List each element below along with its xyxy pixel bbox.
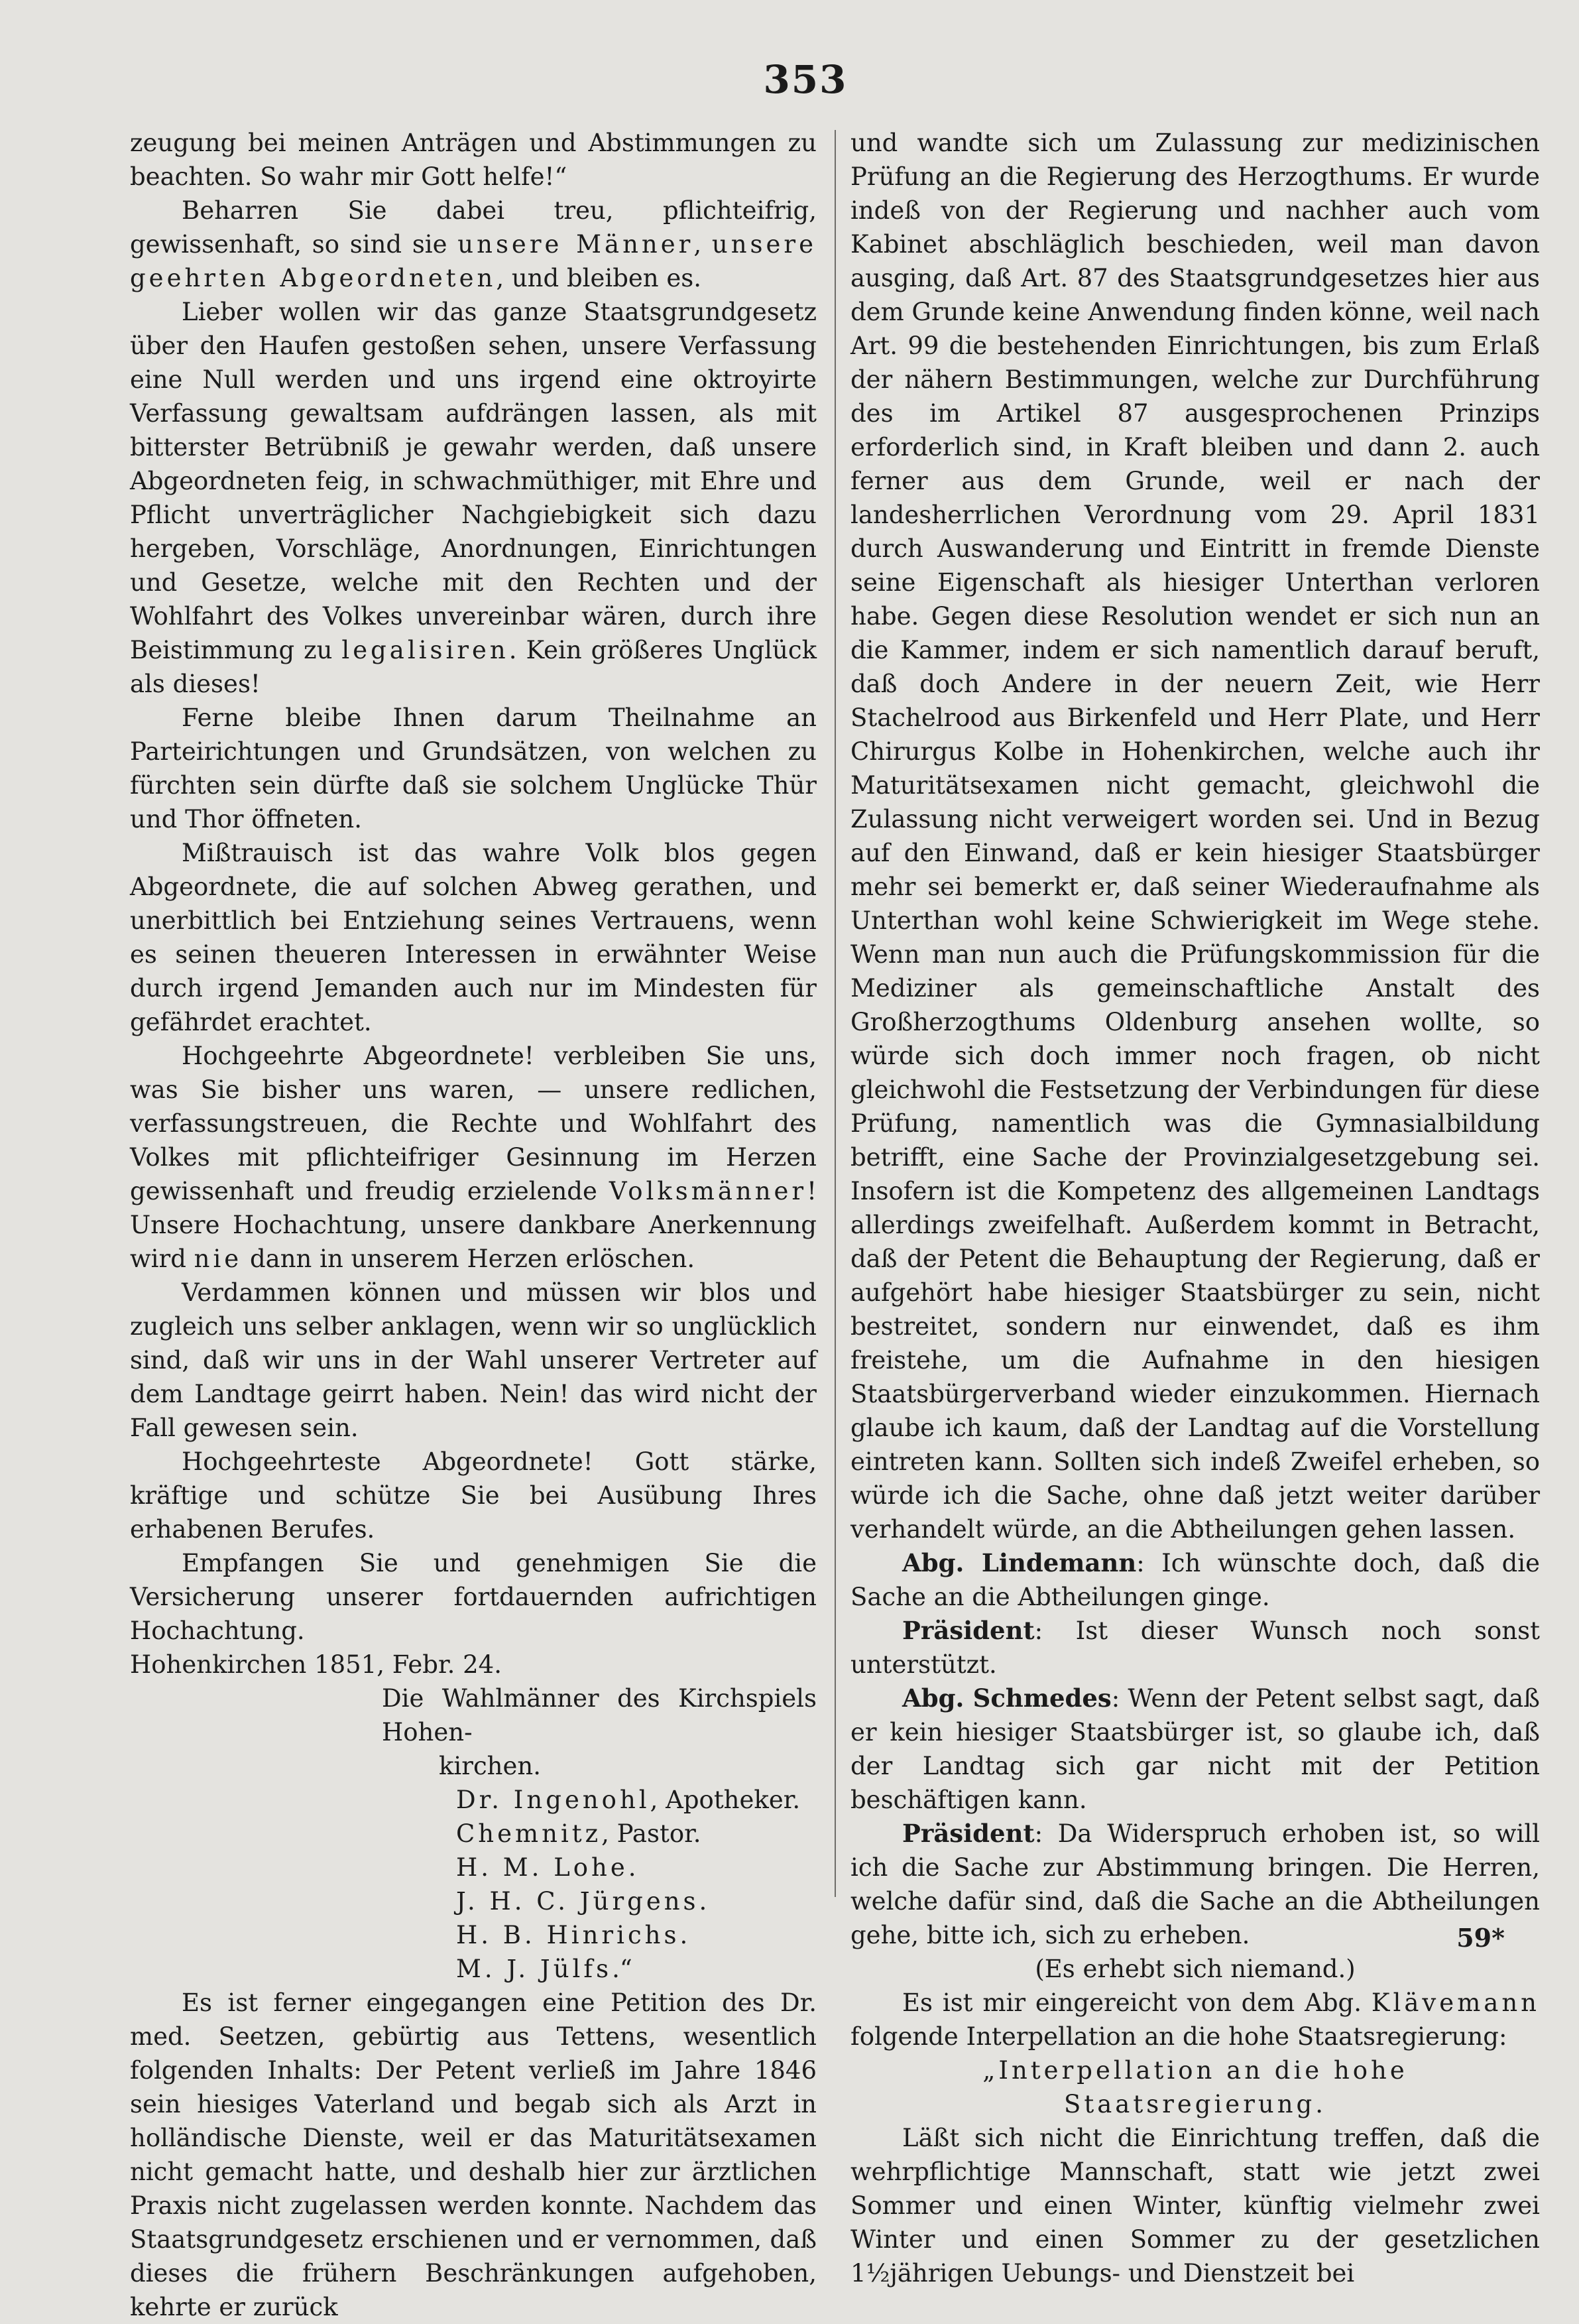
speech-text: : Wenn der Petent selbst sagt, daß er kein hiesiger Staatsbürger ist, so glaube ich, daß der Landtag sich gar nicht mit der Petition beschäftigen kann. [850,1684,1540,1814]
right-column [850,126,1540,2290]
page-number: 353 [763,57,848,102]
left-paragraph-3 [130,295,817,701]
text-run: . Kein größeres Unglück als dieses! [130,636,817,698]
interpellation-heading: „Interpellation an die hohe Staatsregierung. [982,2056,1408,2118]
spaced-text: unsere Männer [457,230,694,259]
signature-intro: Die Wahlmänner des Kirchspiels Hohen- [382,1684,817,1746]
speech-schmedes [850,1682,1540,1817]
right-paragraph-1: und wandte sich um Zulassung zur medizinischen Prüfung an die Regierung des Herzogthums. Er wurde indeß von der Regierung und nachher auch vom Kabinet abschläglich beschieden, weil man davon ausging, daß Art. 87 des Staatsgrundgesetzes hier aus dem Grunde keine Anwendung finden könne, weil nach Art. 99 die bestehenden Einrichtungen, bis zum Erlaß der nähern Bestimmungen, welche zur Durchführung des im Artikel 87 ausgesprochenen Prinzips erforderlich sind, in Kraft bleiben und dann 2. auch ferner aus dem Grunde, weil er nach der landesherrlichen Verordnung vom 29. April 1831 durch Auswanderung und Eintritt in fremde Dienste seine Eigenschaft als hiesiger Unterthan verloren habe. Gegen diese Resolution wendet er sich nun an die Kammer, indem er sich namentlich darauf beruft, daß doch Andere in der neuern Zeit, wie Herr Stachelrood aus Birkenfeld und Herr Plate, und Herr Chirurgus Kolbe in Hohenkirchen, welche auch ihr Maturitätsexamen nicht gemacht, gleichwohl die Zulassung nicht verweigert worden sei. Und in Bezug auf den Einwand, daß er kein hiesiger Staatsbürger mehr sei bemerkt er, daß seiner Wiederaufnahme als Unterthan wohl keine Schwierigkeit im Wege stehe. Wenn man nun auch die Prüfungskommission für die Mediziner als gemeinschaftliche Anstalt des Großherzogthums Oldenburg ansehen wollte, so würde sich doch immer noch fragen, ob nicht gleichwohl die Festsetzung der Verbindungen für diese Prüfung, namentlich was die Gymnasialbildung betrifft, eine Sache der Provinzialgesetzgebung sei. Insofern ist die Kompetenz des allgemeinen Landtags allerdings zweifelhaft. Außerdem kommt in Betracht, daß der Petent die Behauptung der Regierung, daß er aufgehört habe hiesiger Staatsbürger zu sein, nicht bestreitet, sondern nur einwendet, daß es ihm freistehe, um die Aufnahme in den hiesigen Staatsbürgerverband wieder einzukommen. Hiernach glaube ich kaum, daß der Landtag auf die Vorstellung eintreten kann. Sollten sich indeß Zweifel erheben, so würde ich die Sache, ohne daß jetzt weiter darüber verhandelt würde, an die Abtheilungen gehen lassen. [850,129,1540,1544]
left-paragraph-8: Hochgeehrteste Abgeordnete! Gott stärke, kräftige und schütze Sie bei Ausübung Ihres erhabenen Berufes. [130,1447,817,1544]
signer-role: . [628,1853,636,1882]
speech-text: : Ist dieser Wunsch noch sonst unterstützt. [850,1617,1540,1679]
signer-role: , Apotheker. [650,1786,801,1814]
speaker-name: Präsident [902,1819,1035,1848]
signer-name: M. J. Jülfs [456,1955,613,1983]
signer-name: H. B. Hinrichs [456,1921,680,1949]
speaker-name: Abg. Lindemann [902,1548,1137,1577]
text-run: Lieber wollen wir das ganze Staatsgrundgesetz über den Haufen gestoßen sehen, unsere Verfassung eine Null werden und uns irgend eine oktroyirte Verfassung gewaltsam aufdrängen lassen, als mit bitterster Betrübniß je gewahr werden, daß unsere Abgeordneten feig, in schwachmüthiger, mit Ehre und Pflicht unverträglicher Nachgiebigkeit sich dazu hergeben, Vorschläge, Anordnungen, Einrichtungen und Gesetze, welche mit den Rechten und der Wohlfahrt des Volkes unvereinbar wären, durch ihre Beistimmung zu [130,298,817,664]
signer-line [130,1817,817,1851]
signer-role: . [699,1887,707,1916]
spaced-text: Klävemann [1371,1988,1540,2017]
left-paragraph-1: zeugung bei meinen Anträgen und Abstimmungen zu beachten. So wahr mir Gott helfe!“ [130,129,817,191]
signer-name: H. M. Lohe [456,1853,628,1882]
signer-line [130,1952,817,1986]
spaced-text: legalisiren [341,636,509,664]
right-paragraph-interpellation-intro [850,1986,1540,2053]
left-paragraph-7: Verdammen können und müssen wir blos und zugleich uns selber anklagen, wenn wir so unglücklich sind, daß wir uns in der Wahl unserer Vertreter auf dem Landtage geirrt haben. Nein! das wird nicht der Fall gewesen sein. [130,1278,817,1442]
text-run: Hochgeehrte Abgeordnete! verbleiben Sie uns, was Sie bisher uns waren, — unsere redlichen, verfassungstreuen, die Rechte und Wohlfahrt des Volkes mit pflichteifriger Gesinnung im Herzen gewissenhaft und freudig erzielende [130,1042,817,1205]
spaced-text: unsere geehrten Abgeordneten [130,230,817,292]
signer-line [130,1851,817,1884]
left-paragraph-6 [130,1039,817,1276]
speech-text: : Da Widerspruch erhoben ist, so will ich die Sache zur Abstimmung bringen. Die Herren, welche dafür sind, daß die Sache an die Abtheilungen gehe, bitte ich, sich zu erheben. [850,1819,1540,1949]
right-paragraph-interpellation-body: Läßt sich nicht die Einrichtung treffen, daß die wehrpflichtige Mannschaft, statt wie jetzt zwei Sommer und einen Winter, künftig vielmehr zwei Winter und einen Sommer zu der gesetzlichen 1½jährigen Uebungs- und Dienstzeit bei [850,2124,1540,2288]
signer-role: , Pastor. [601,1819,701,1848]
left-column [130,126,817,2324]
speech-text: : Ich wünschte doch, daß die Sache an die Abtheilungen ginge. [850,1549,1540,1611]
text-run: folgende Interpellation an die hohe Staatsregierung: [850,2022,1507,2051]
signer-line [130,1918,817,1952]
text-run: , und bleiben es. [496,264,702,292]
signer-role: . [679,1921,688,1949]
left-paragraph-4: Ferne bleibe Ihnen darum Theilnahme an Parteirichtungen und Grundsätzen, von welchen zu fürchten sein dürfte daß sie solchem Unglücke Thür und Thor öffneten. [130,703,817,833]
speech-lindemann [850,1546,1540,1614]
text-run: , [693,230,712,259]
spaced-text: nie [194,1245,243,1273]
left-paragraph-2 [130,194,817,295]
spaced-text: Volksmänner [609,1177,807,1205]
left-paragraph-10: Es ist ferner eingegangen eine Petition des Dr. med. Seetzen, gebürtig aus Tettens, wesentlich folgenden Inhalts: Der Petent verließ im Jahre 1846 sein hiesiges Vaterland und begab sich als Arzt in holländische Dienste, weil er das Maturitätsexamen nicht gemacht hatte, und deshalb hier zur ärztlichen Praxis nicht zugelassen werden konnte. Nachdem das Staatsgrundgesetz erschienen und er vernommen, daß dieses die frühern Beschränkungen aufgehoben, kehrte er zurück [130,1988,817,2321]
left-paragraph-9: Empfangen Sie und genehmigen Sie die Versicherung unserer fortdauernden aufrichtigen Hochachtung. [130,1549,817,1645]
signer-line [130,1884,817,1918]
signature-intro-cont: kirchen. [439,1752,541,1780]
text-run: dann in unserem Herzen erlöschen. [242,1245,695,1273]
speech-president-1 [850,1614,1540,1682]
signer-line [130,1783,817,1817]
signer-name: J. H. C. Jürgens [456,1887,699,1916]
speaker-name: Präsident [902,1616,1035,1645]
signer-name: Dr. Ingenohl [456,1786,650,1814]
signer-role: .“ [612,1955,632,1983]
signature-mark: 59* [1456,1923,1505,1953]
speaker-name: Abg. Schmedes [902,1683,1112,1713]
text-run: Beharren Sie dabei treu, pflichteifrig, gewissenhaft, so sind sie [130,196,817,259]
date-line: Hohenkirchen 1851, Febr. 24. [130,1650,502,1679]
signer-name: Chemnitz [456,1819,602,1848]
text-run: ! Unsere Hochachtung, unsere dankbare Anerkennung wird [130,1177,817,1273]
stage-note: (Es erhebt sich niemand.) [1035,1955,1356,1983]
column-rule [835,130,836,1897]
text-run: Es ist mir eingereicht von dem Abg. [902,1988,1372,2017]
left-paragraph-5: Mißtrauisch ist das wahre Volk blos gegen Abgeordnete, die auf solchen Abweg gerathen, und unerbittlich bei Entziehung seines Vertrauens, wenn es seinen theueren Interessen in erwähnter Weise durch irgend Jemanden auch nur im Mindesten für gefährdet erachtet. [130,839,817,1036]
